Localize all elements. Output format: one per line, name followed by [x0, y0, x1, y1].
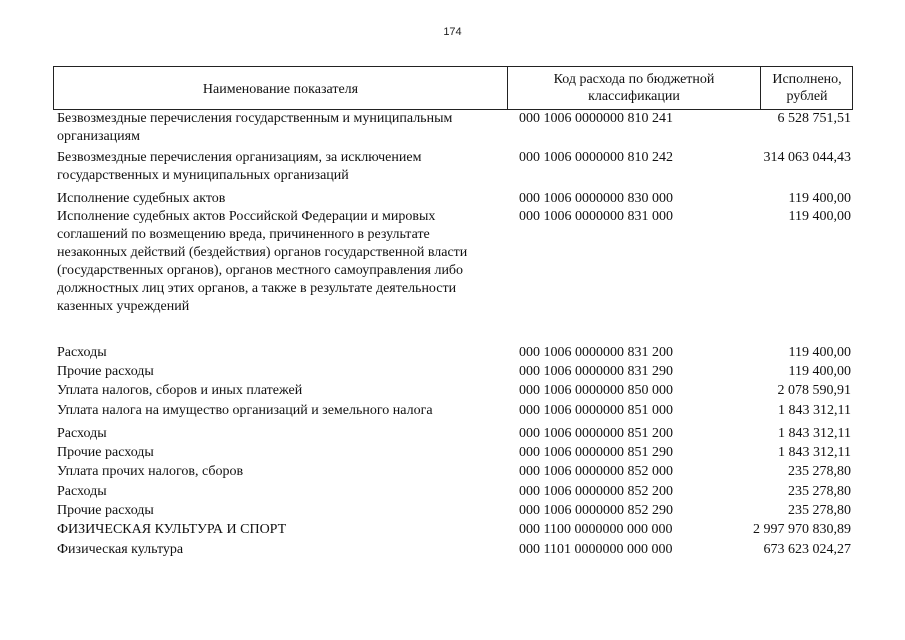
- row-amount: 2 997 970 830,89: [753, 522, 851, 537]
- row-amount: 6 528 751,51: [777, 111, 851, 126]
- row-amount: 235 278,80: [788, 464, 851, 479]
- row-code: 000 1100 0000000 000 000: [519, 522, 673, 537]
- row-code: 000 1006 0000000 831 200: [519, 345, 673, 360]
- row-name: Исполнение судебных актов Российской Федерации и мировых соглашений по возмещению вреда, причиненного в результате незаконных действий (бездействия) органов государственной власти (государственных органов), органов местного самоуправления либо должностных лиц этих органов, а также в результате деятельности казенных учреждений: [57, 209, 468, 314]
- row-amount: 2 078 590,91: [777, 383, 851, 398]
- row-name: Физическая культура: [57, 542, 184, 557]
- header-amount: Исполнено, рублей: [772, 72, 842, 104]
- row-code: 000 1006 0000000 810 241: [519, 111, 673, 126]
- row-name: Расходы: [57, 426, 107, 441]
- row-amount: 1 843 312,11: [778, 445, 851, 460]
- page-number: 174: [443, 26, 462, 38]
- row-amount: 1 843 312,11: [778, 426, 851, 441]
- row-amount: 119 400,00: [788, 209, 851, 224]
- row-name: Исполнение судебных актов: [57, 191, 226, 206]
- row-amount: 119 400,00: [788, 345, 851, 360]
- row-name: ФИЗИЧЕСКАЯ КУЛЬТУРА И СПОРТ: [57, 522, 287, 537]
- row-code: 000 1006 0000000 830 000: [519, 191, 673, 206]
- row-code: 000 1006 0000000 851 290: [519, 445, 673, 460]
- row-name: Безвозмездные перечисления организациям, за исключением государственных и муниципальных организаций: [57, 150, 422, 183]
- row-code: 000 1006 0000000 852 000: [519, 464, 673, 479]
- row-name: Прочие расходы: [57, 445, 154, 460]
- row-name: Расходы: [57, 345, 107, 360]
- row-name: Прочие расходы: [57, 364, 154, 379]
- row-code: 000 1006 0000000 831 290: [519, 364, 673, 379]
- header-name: Наименование показателя: [54, 67, 508, 109]
- row-name: Расходы: [57, 484, 107, 499]
- row-code: 000 1006 0000000 851 000: [519, 403, 673, 418]
- row-name: Безвозмездные перечисления государственным и муниципальным организациям: [57, 111, 453, 144]
- row-amount: 119 400,00: [788, 364, 851, 379]
- row-code: 000 1006 0000000 852 290: [519, 503, 673, 518]
- row-name: Уплата налогов, сборов и иных платежей: [57, 383, 303, 398]
- row-code: 000 1006 0000000 850 000: [519, 383, 673, 398]
- row-name: Уплата прочих налогов, сборов: [57, 464, 244, 479]
- header-code: Код расхода по бюджетной классификации: [508, 67, 761, 109]
- row-amount: 235 278,80: [788, 484, 851, 499]
- row-amount: 235 278,80: [788, 503, 851, 518]
- row-amount: 314 063 044,43: [763, 150, 851, 165]
- row-name: Прочие расходы: [57, 503, 154, 518]
- table-header: [53, 66, 853, 110]
- row-code: 000 1006 0000000 810 242: [519, 150, 673, 165]
- row-amount: 673 623 024,27: [763, 542, 851, 557]
- row-name: Уплата налога на имущество организаций и земельного налога: [57, 403, 433, 418]
- row-amount: 1 843 312,11: [778, 403, 851, 418]
- row-code: 000 1006 0000000 852 200: [519, 484, 673, 499]
- row-code: 000 1006 0000000 831 000: [519, 209, 673, 224]
- row-code: 000 1101 0000000 000 000: [519, 542, 673, 557]
- row-code: 000 1006 0000000 851 200: [519, 426, 673, 441]
- row-amount: 119 400,00: [788, 191, 851, 206]
